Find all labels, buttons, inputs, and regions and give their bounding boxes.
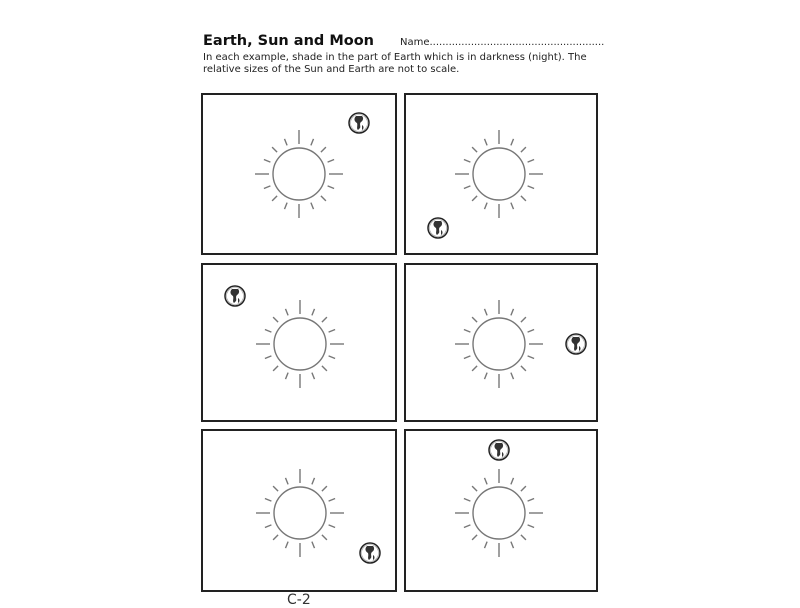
earth-globe-icon[interactable] [406,431,600,594]
name-field[interactable]: Name....................................................... [400,37,605,48]
page-footer-mark: C-2 [287,592,311,608]
panel-1 [201,93,397,255]
earth-globe-icon[interactable] [406,95,600,257]
earth-globe-icon[interactable] [406,265,600,424]
earth-globe-icon[interactable] [203,265,399,424]
panel-2 [404,93,598,255]
panel-3 [201,263,397,422]
panel-4 [404,263,598,422]
earth-globe-icon[interactable] [203,95,399,257]
worksheet-title: Earth, Sun and Moon [203,33,374,49]
earth-globe-icon[interactable] [203,431,399,594]
instructions-text: In each example, shade in the part of Earth which is in darkness (night). The relative sizes of the Sun and Earth are not to scale. [203,52,587,75]
panel-6 [404,429,598,592]
panel-5 [201,429,397,592]
